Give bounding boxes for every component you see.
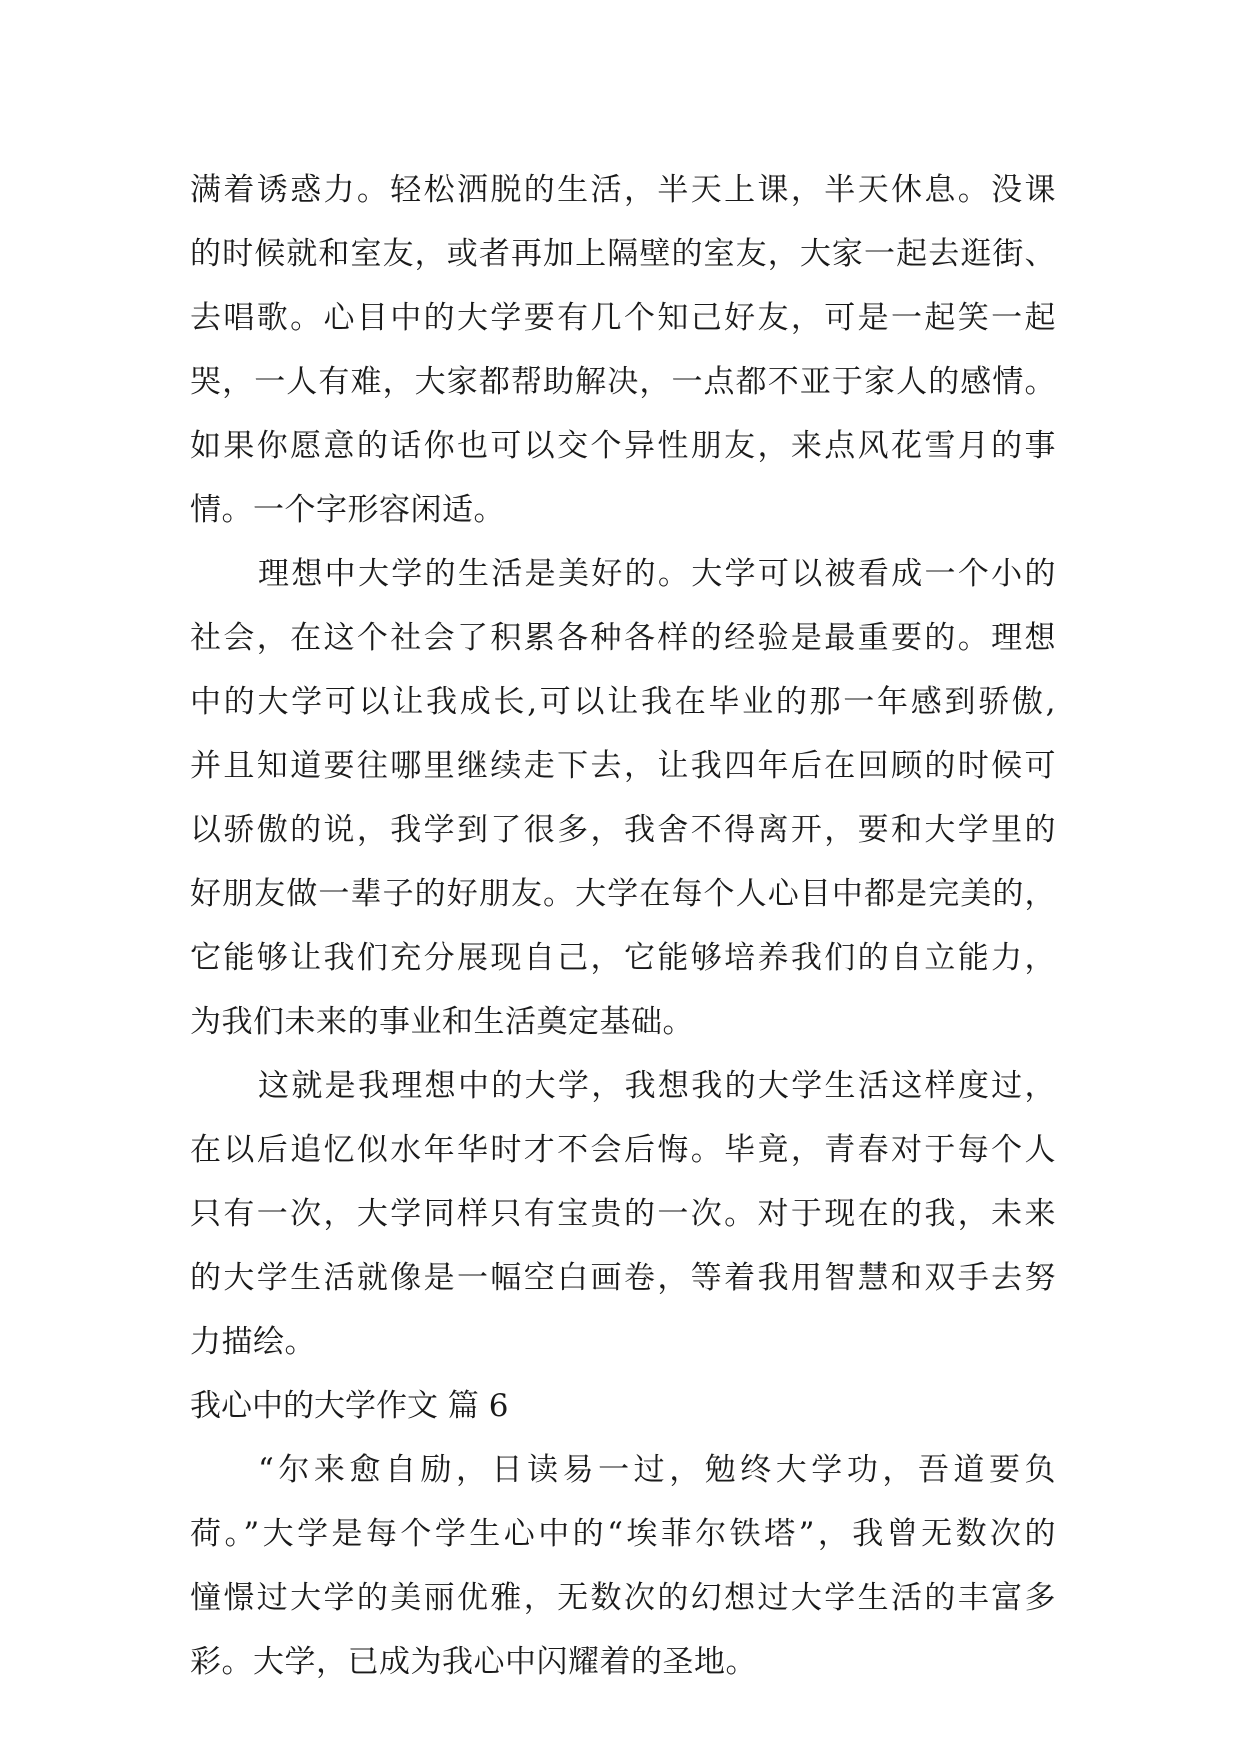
text-line: 力描绘。 [190,1324,316,1360]
text-line: 并且知道要往哪里继续走下去，让我四年后在回顾的时候可 [190,748,1056,784]
paragraph-1 [190,158,1056,542]
text-line: 彩。大学，已成为我心中闪耀着的圣地。 [190,1644,757,1680]
text-line: 在以后追忆似水年华时才不会后悔。毕竟，青春对于每个人 [190,1132,1056,1168]
text-line: 情。一个字形容闲适。 [190,492,505,528]
paragraph-2 [190,542,1056,1054]
text-line: 如果你愿意的话你也可以交个异性朋友，来点风花雪月的事 [190,428,1056,464]
text-line: 理想中大学的生活是美好的。大学可以被看成一个小的 [258,556,1056,592]
text-line: 以骄傲的说，我学到了很多，我舍不得离开，要和大学里的 [190,812,1056,848]
text-line: 中的大学可以让我成长,可以让我在毕业的那一年感到骄傲, [190,684,1056,720]
text-line: 满着诱惑力。轻松洒脱的生活，半天上课，半天休息。没课 [190,172,1056,208]
text-line: 的大学生活就像是一幅空白画卷，等着我用智慧和双手去努 [190,1260,1056,1296]
text-line: 它能够让我们充分展现自己，它能够培养我们的自立能力， [190,940,1056,976]
text-line: 憧憬过大学的美丽优雅，无数次的幻想过大学生活的丰富多 [190,1580,1056,1616]
text-line: 荷。”大学是每个学生心中的“埃菲尔铁塔”，我曾无数次的 [190,1516,1056,1552]
text-line: “尔来愈自励，日读易一过，勉终大学功，吾道要负 [258,1452,1056,1488]
text-line: 的时候就和室友，或者再加上隔壁的室友，大家一起去逛街、 [190,236,1056,272]
paragraph-3 [190,1054,1056,1374]
paragraph-4 [190,1438,1056,1694]
text-line: 只有一次，大学同样只有宝贵的一次。对于现在的我，未来 [190,1196,1056,1232]
text-line: 去唱歌。心目中的大学要有几个知己好友，可是一起笑一起 [190,300,1056,336]
document-page [190,158,1056,1694]
text-line: 好朋友做一辈子的好朋友。大学在每个人心目中都是完美的， [190,876,1056,912]
section-heading: 我心中的大学作文 篇 6 [190,1388,509,1424]
text-line: 社会，在这个社会了积累各种各样的经验是最重要的。理想 [190,620,1056,656]
text-line: 哭，一人有难，大家都帮助解决，一点都不亚于家人的感情。 [190,364,1056,400]
text-line: 这就是我理想中的大学，我想我的大学生活这样度过， [258,1068,1056,1104]
text-line: 为我们未来的事业和生活奠定基础。 [190,1004,694,1040]
